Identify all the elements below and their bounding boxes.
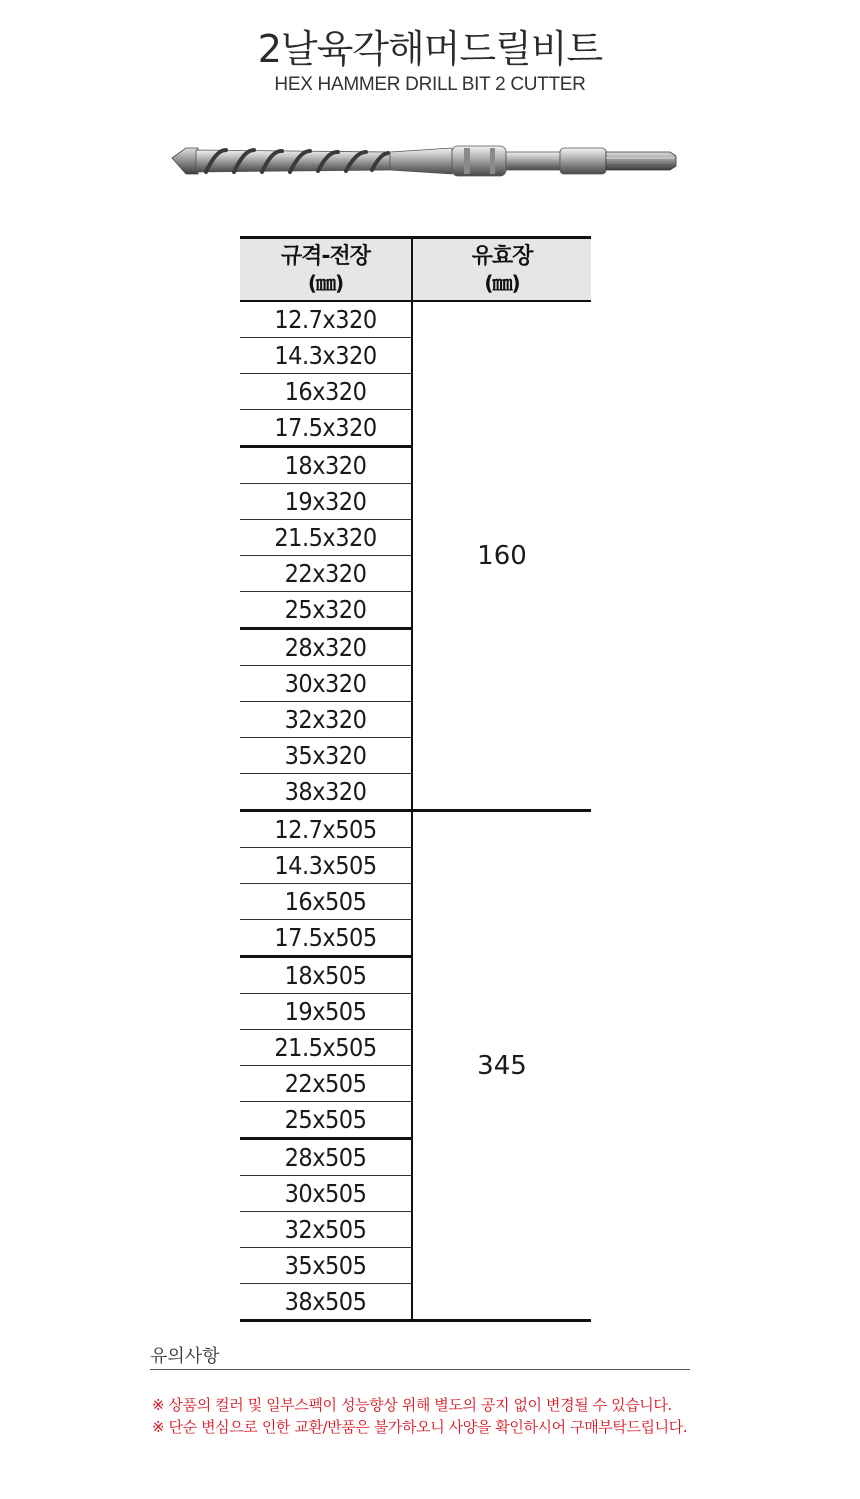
- size-cell: 19x320: [240, 484, 412, 520]
- page-title: 2날육각해머드릴비트: [257, 27, 603, 71]
- size-cell: 22x505: [240, 1066, 412, 1102]
- size-cell: 19x505: [240, 994, 412, 1030]
- size-cell: 32x505: [240, 1212, 412, 1248]
- notice-title: 유의사항: [150, 1346, 220, 1367]
- size-cell: 28x320: [240, 629, 412, 666]
- size-cell: 14.3x320: [240, 338, 412, 374]
- size-cell: 21.5x505: [240, 1030, 412, 1066]
- size-cell: 12.7x505: [240, 811, 412, 848]
- size-cell: 16x505: [240, 884, 412, 920]
- size-cell: 18x320: [240, 447, 412, 484]
- size-cell: 25x320: [240, 592, 412, 629]
- size-cell: 12.7x320: [240, 301, 412, 338]
- spec-table: [240, 236, 591, 1322]
- size-cell: 17.5x505: [240, 920, 412, 957]
- notice-line: ※ 상품의 컬러 및 일부스펙이 성능향상 위해 별도의 공지 없이 변경될 수 있습니다.: [152, 1396, 672, 1414]
- size-cell: 38x320: [240, 774, 412, 811]
- effective-length-cell: 160: [412, 301, 591, 811]
- size-cell: 38x505: [240, 1284, 412, 1321]
- size-cell: 21.5x320: [240, 520, 412, 556]
- size-cell: 28x505: [240, 1139, 412, 1176]
- table-row: [240, 811, 591, 848]
- size-cell: 14.3x505: [240, 848, 412, 884]
- size-cell: 30x320: [240, 666, 412, 702]
- size-cell: 35x320: [240, 738, 412, 774]
- effective-length-cell: 345: [412, 811, 591, 1321]
- effective-header-label: 유효장: [471, 243, 533, 269]
- size-header-unit: (㎜): [307, 270, 344, 295]
- size-cell: 17.5x320: [240, 410, 412, 447]
- size-header: [240, 238, 412, 302]
- table-row: [240, 301, 591, 338]
- notice-line: ※ 단순 변심으로 인한 교환/반품은 불가하오니 사양을 확인하시어 구매부탁드립니다.: [152, 1418, 688, 1436]
- drill-bit-image: [168, 136, 680, 186]
- page-subtitle: HEX HAMMER DRILL BIT 2 CUTTER: [274, 74, 586, 95]
- effective-header-unit: (㎜): [484, 270, 520, 295]
- size-cell: 25x505: [240, 1102, 412, 1139]
- size-cell: 22x320: [240, 556, 412, 592]
- size-cell: 32x320: [240, 702, 412, 738]
- size-header-label: 규격-전장: [280, 243, 371, 269]
- size-cell: 30x505: [240, 1176, 412, 1212]
- notice-divider: [150, 1369, 690, 1370]
- size-cell: 35x505: [240, 1248, 412, 1284]
- size-cell: 18x505: [240, 957, 412, 994]
- effective-header: [412, 238, 591, 302]
- size-cell: 16x320: [240, 374, 412, 410]
